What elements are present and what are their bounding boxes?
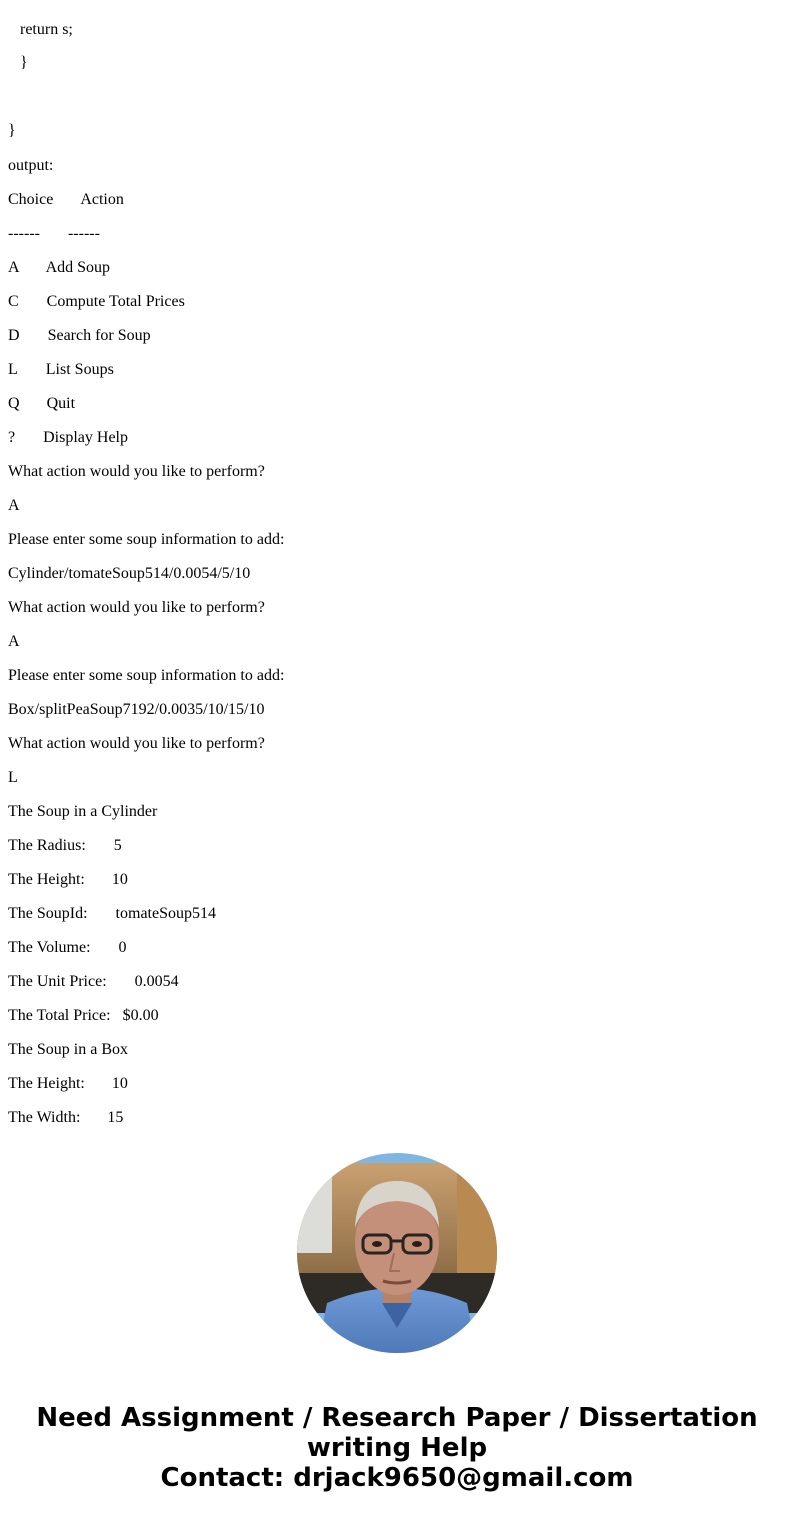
field-value: 0 <box>118 939 127 956</box>
menu-item-list <box>8 360 114 380</box>
session-prompt: What action would you like to perform? <box>8 599 265 616</box>
box-width <box>8 1108 123 1128</box>
field-label: The SoupId: <box>8 905 88 922</box>
banner-line-2: writing Help <box>306 1433 488 1463</box>
cylinder-unit-price <box>8 972 179 992</box>
menu-item-quit <box>8 394 75 414</box>
cylinder-radius <box>8 836 122 856</box>
menu-divider <box>8 224 100 244</box>
cylinder-height <box>8 870 128 890</box>
menu-key: A <box>8 259 20 276</box>
menu-item-compute-total <box>8 292 185 312</box>
field-value: 0.0054 <box>134 973 179 990</box>
cylinder-total-price <box>8 1006 159 1026</box>
code-close-brace-inner: } <box>20 54 28 71</box>
session-prompt: Please enter some soup information to add: <box>8 531 285 548</box>
box-title: The Soup in a Box <box>8 1041 128 1058</box>
field-label: The Unit Price: <box>8 973 107 990</box>
cylinder-volume <box>8 938 127 958</box>
menu-key: C <box>8 293 19 310</box>
field-value: tomateSoup514 <box>115 905 216 922</box>
menu-header-choice: Choice <box>8 191 54 208</box>
menu-action: Quit <box>46 395 76 412</box>
menu-key: D <box>8 327 20 344</box>
code-close-brace-outer: } <box>8 122 16 139</box>
box-height <box>8 1074 128 1094</box>
field-label: The Width: <box>8 1109 81 1126</box>
menu-action: Search for Soup <box>47 327 151 344</box>
menu-divider-action: ------ <box>67 225 100 242</box>
field-value: $0.00 <box>122 1007 159 1024</box>
field-value: 10 <box>111 871 128 888</box>
menu-item-add-soup <box>8 258 110 278</box>
session-input: A <box>8 497 20 514</box>
field-label: The Volume: <box>8 939 91 956</box>
session-input: L <box>8 769 18 786</box>
menu-action: Add Soup <box>45 259 111 276</box>
banner-line-1: Need Assignment / Research Paper / Dissertation <box>36 1403 758 1433</box>
session-prompt: What action would you like to perform? <box>8 735 265 752</box>
menu-key: L <box>8 361 18 378</box>
code-return-line: return s; <box>20 21 73 38</box>
menu-header-action: Action <box>80 191 124 208</box>
menu-item-search <box>8 326 151 346</box>
menu-key: ? <box>8 429 16 446</box>
session-input: Box/splitPeaSoup7192/0.0035/10/15/10 <box>8 701 265 718</box>
cylinder-soupid <box>8 904 216 924</box>
field-label: The Total Price: <box>8 1007 111 1024</box>
menu-action: List Soups <box>45 361 114 378</box>
menu-header <box>8 190 124 210</box>
session-input: A <box>8 633 20 650</box>
field-label: The Height: <box>8 871 85 888</box>
field-value: 5 <box>113 837 122 854</box>
menu-action: Compute Total Prices <box>46 293 185 310</box>
field-label: The Height: <box>8 1075 85 1092</box>
menu-key: Q <box>8 395 20 412</box>
portrait-image <box>297 1153 497 1353</box>
output-label: output: <box>8 157 54 174</box>
banner-contact-email: Contact: drjack9650@gmail.com <box>160 1463 634 1493</box>
menu-action: Display Help <box>43 429 128 446</box>
menu-item-help <box>8 428 128 448</box>
session-prompt: Please enter some soup information to add: <box>8 667 285 684</box>
session-input: Cylinder/tomateSoup514/0.0054/5/10 <box>8 565 251 582</box>
avatar <box>297 1153 497 1353</box>
session-prompt: What action would you like to perform? <box>8 463 265 480</box>
cylinder-title: The Soup in a Cylinder <box>8 803 158 820</box>
field-label: The Radius: <box>8 837 86 854</box>
field-value: 10 <box>111 1075 128 1092</box>
menu-divider-choice: ------ <box>8 225 40 242</box>
contact-banner <box>0 1403 794 1493</box>
field-value: 15 <box>107 1109 124 1126</box>
